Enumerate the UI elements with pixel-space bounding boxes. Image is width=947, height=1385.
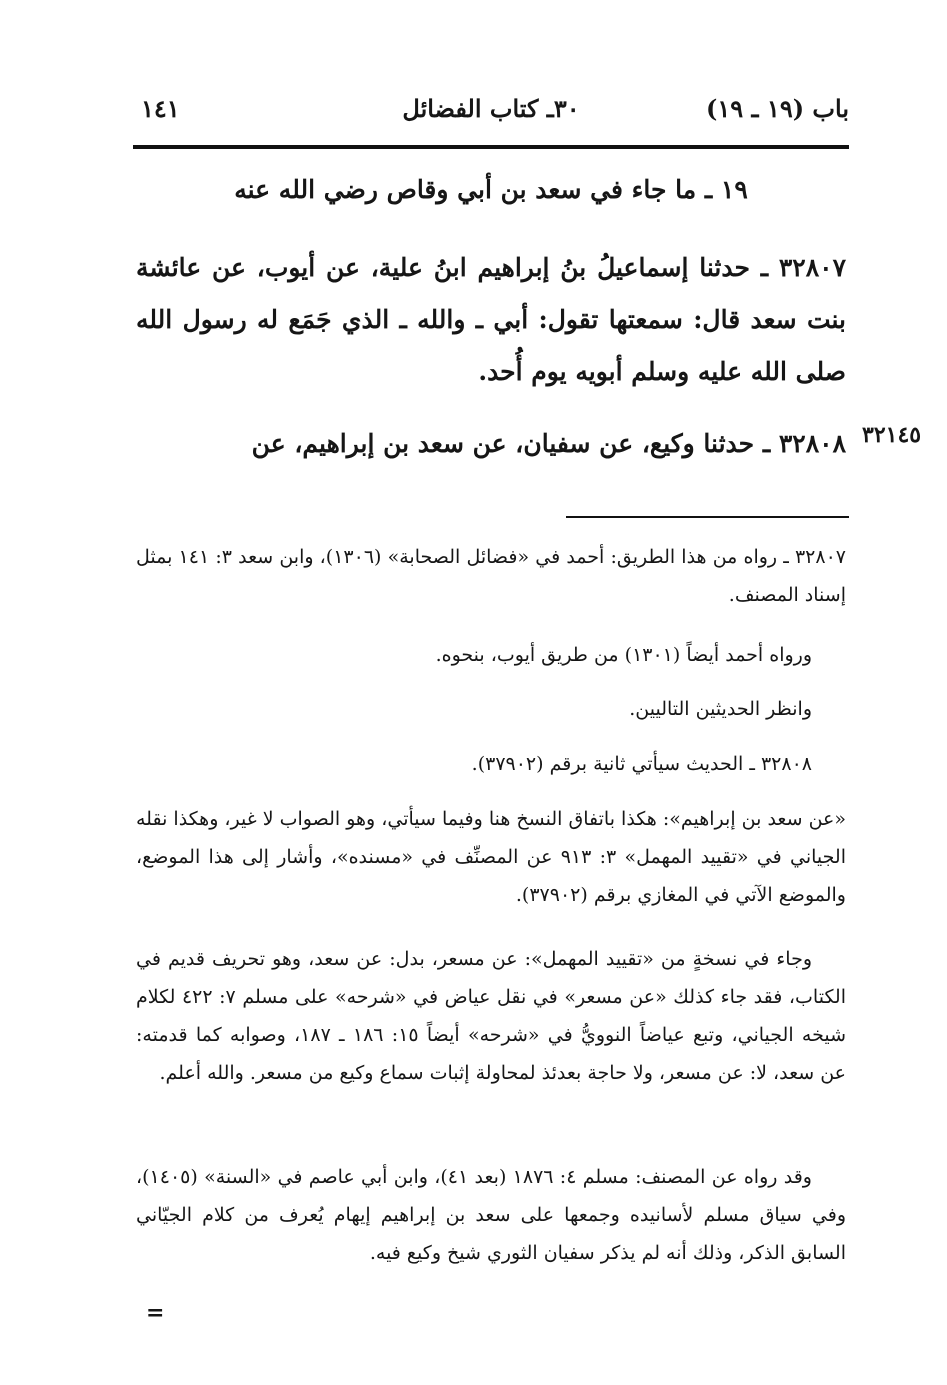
footnote-ahmad: ورواه أحمد أيضاً (١٣٠١) من طريق أيوب، بنحوه. <box>435 644 812 666</box>
footnote-see-next: وانظر الحديثين التاليين. <box>629 698 812 720</box>
continuation-mark: = <box>146 1300 165 1326</box>
book-title: ٣٠ـ كتاب الفضائل <box>402 94 580 123</box>
footnote-misar-note: وجاء في نسخةٍ من «تقييد المهمل»: عن مسعر، بدل: عن سعد، وهو تحريف قديم في الكتاب، فقد جاء كذلك «عن مسعر» في نقل عياض في «شرحه» على مسلم ٧: ٤٢٢ لكلام شيخه الجياني، وتبع عياضاً النوويُّ في «شرحه» أيضاً ١٥: ١٨٦ ـ ١٨٧، وصوابه كما قدمته: عن سعد، لا: عن مسعر، ولا حاجة بعدئذ لمحاولة إثبات سماع وكيع من مسعر. والله أعلم. <box>136 948 846 1084</box>
chapter-reference: باب (١٩ ـ ١٩) <box>706 94 849 123</box>
page-number: ١٤١ <box>141 94 180 123</box>
running-header <box>133 88 849 138</box>
header-rule <box>133 145 849 149</box>
footnote-rule <box>566 516 849 518</box>
hadith-32807: ٣٢٨٠٧ ـ حدثنا إسماعيلُ بنُ إبراهيم ابنُ علية، عن أيوب، عن عائشة بنت سعد قال: سمعتها تقول: أبي ـ والله ـ الذي جَمَع له رسول الله صلى الله عليه وسلم أبويه يوم أُحد. <box>136 253 846 386</box>
footnote-muslim-note: وقد رواه عن المصنف: مسلم ٤: ١٨٧٦ (بعد ٤١)، وابن أبي عاصم في «السنة» (١٤٠٥)، وفي سياق مسلم لأسانيده وجمعها على سعد بن إبراهيم إيهام يُعرف من كلام الجيّاني السابق الذكر، وذلك أنه لم يذكر سفيان الثوري شيخ وكيع فيه. <box>136 1166 846 1264</box>
margin-number: ٣٢١٤٥ <box>862 422 922 448</box>
chapter-title: ١٩ ـ ما جاء في سعد بن أبي وقاص رضي الله عنه <box>234 175 748 204</box>
footnote-32808: ٣٢٨٠٨ ـ الحديث سيأتي ثانية برقم (٣٧٩٠٢). <box>471 753 812 775</box>
hadith-32808: ٣٢٨٠٨ ـ حدثنا وكيع، عن سفيان، عن سعد بن إبراهيم، عن <box>251 429 846 458</box>
footnote-32807: ٣٢٨٠٧ ـ رواه من هذا الطريق: أحمد في «فضائل الصحابة» (١٣٠٦)، وابن سعد ٣: ١٤١ بمثل إسناد المصنف. <box>136 546 846 606</box>
footnote-saad-note: «عن سعد بن إبراهيم»: هكذا باتفاق النسخ هنا وفيما سيأتي، وهو الصواب لا غير، وهكذا نقله الجياني في «تقييد المهمل» ٣: ٩١٣ عن المصنِّف في «مسنده»، وأشار إلى هذا الموضع، والموضع الآتي في المغازي برقم (٣٧٩٠٢). <box>136 808 846 906</box>
